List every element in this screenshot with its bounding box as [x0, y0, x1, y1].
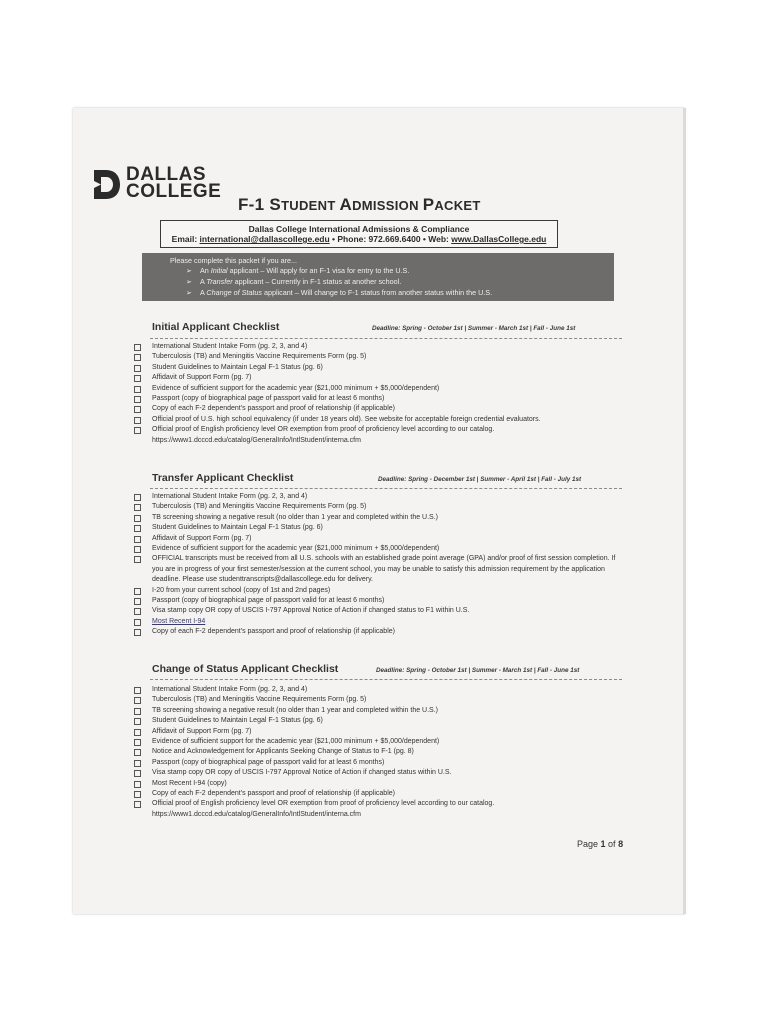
list-item[interactable]: Tuberculosis (TB) and Meningitis Vaccine Requirements Form (pg. 5) [134, 352, 624, 362]
checkbox-icon[interactable] [134, 760, 141, 767]
list-item[interactable]: International Student Intake Form (pg. 2, 3, and 4) [134, 492, 624, 502]
list-item[interactable]: Official proof of U.S. high school equivalency (if under 18 years old). See website for acceptable foreign credential evaluators. [134, 415, 624, 425]
list-item[interactable]: Student Guidelines to Maintain Legal F-1 Status (pg. 6) [134, 716, 624, 726]
checkbox-icon[interactable] [134, 427, 141, 434]
section-title-initial: Initial Applicant Checklist [152, 321, 280, 333]
list-item[interactable]: TB screening showing a negative result (no older than 1 year and completed within the U.S.) [134, 706, 624, 716]
website-link[interactable]: www.DallasCollege.edu [451, 234, 547, 244]
checkbox-icon[interactable] [134, 598, 141, 605]
deadline-transfer: Deadline: Spring - December 1st | Summer - April 1st | Fall - July 1st [378, 476, 582, 483]
banner-bullet: ➢ A Change of Status applicant – Will change to F-1 status from another status within the U.S. [186, 288, 493, 297]
section-divider [150, 338, 622, 339]
list-item[interactable]: Affidavit of Support Form (pg. 7) [134, 727, 624, 737]
checkbox-icon[interactable] [134, 619, 141, 626]
checkbox-icon[interactable] [134, 687, 141, 694]
checkbox-icon[interactable] [134, 718, 141, 725]
list-item[interactable]: Passport (copy of biographical page of passport valid for at least 6 months) [134, 596, 624, 606]
deadline-initial: Deadline: Spring - October 1st | Summer - March 1st | Fall - June 1st [372, 325, 576, 332]
checkbox-icon[interactable] [134, 739, 141, 746]
section-title-transfer: Transfer Applicant Checklist [152, 472, 294, 484]
checkbox-icon[interactable] [134, 504, 141, 511]
checkbox-icon[interactable] [134, 515, 141, 522]
checkbox-icon[interactable] [134, 386, 141, 393]
checkbox-icon[interactable] [134, 729, 141, 736]
list-item[interactable]: Tuberculosis (TB) and Meningitis Vaccine Requirements Form (pg. 5) [134, 695, 624, 705]
list-item[interactable]: Most Recent I-94 (copy) [134, 779, 624, 789]
section-divider [150, 488, 622, 489]
list-item[interactable]: Passport (copy of biographical page of passport valid for at least 6 months) [134, 758, 624, 768]
page-edge [683, 108, 686, 914]
list-item[interactable]: Evidence of sufficient support for the academic year ($21,000 minimum + $5,000/dependent) [134, 544, 624, 554]
list-item[interactable]: I-20 from your current school (copy of 1st and 2nd pages) [134, 586, 624, 596]
checkbox-icon[interactable] [134, 749, 141, 756]
list-item[interactable]: Official proof of English proficiency level OR exemption from proof of proficiency level according to our catalog. https://www1.dcccd.edu/catalog/GeneralInfo/IntlStudent/interna.cfm [134, 799, 624, 820]
checkbox-icon[interactable] [134, 708, 141, 715]
checkbox-icon[interactable] [134, 791, 141, 798]
list-item[interactable]: Affidavit of Support Form (pg. 7) [134, 373, 624, 383]
page-number: Page 1 of 8 [577, 839, 624, 849]
checkbox-icon[interactable] [134, 396, 141, 403]
checklist-transfer [134, 492, 624, 638]
section-divider [150, 679, 622, 680]
list-item[interactable]: Most Recent I-94 [134, 617, 624, 627]
banner-intro: Please complete this packet if you are... [170, 256, 298, 265]
dallas-college-logo [92, 164, 242, 208]
list-item[interactable]: Tuberculosis (TB) and Meningitis Vaccine Requirements Form (pg. 5) [134, 502, 624, 512]
contact-box [160, 220, 558, 248]
list-item[interactable]: Evidence of sufficient support for the academic year ($21,000 minimum + $5,000/dependent) [134, 737, 624, 747]
list-item[interactable]: Affidavit of Support Form (pg. 7) [134, 534, 624, 544]
checkbox-icon[interactable] [134, 608, 141, 615]
list-item[interactable]: Passport (copy of biographical page of passport valid for at least 6 months) [134, 394, 624, 404]
checkbox-icon[interactable] [134, 365, 141, 372]
checkbox-icon[interactable] [134, 344, 141, 351]
list-item[interactable]: Copy of each F-2 dependent's passport and proof of relationship (if applicable) [134, 789, 624, 799]
contact-details: Email: international@dallascollege.edu • Phone: 972.669.6400 • Web: www.DallasCollege.edu [171, 234, 547, 244]
logo-line-2: COLLEGE [126, 181, 222, 202]
checkbox-icon[interactable] [134, 629, 141, 636]
list-item[interactable]: Visa stamp copy OR copy of USCIS I-797 Approval Notice of Action if changed status to F1 within U.S. [134, 606, 624, 616]
logo-line-1: DALLAS [126, 164, 207, 185]
checkbox-icon[interactable] [134, 781, 141, 788]
logo-wordmark [126, 166, 221, 200]
checkbox-icon[interactable] [134, 770, 141, 777]
arrow-bullet-icon: ➢ [186, 277, 193, 286]
banner-bullet: ➢ An Initial applicant – Will apply for an F-1 visa for entry to the U.S. [186, 266, 410, 275]
list-item[interactable]: Evidence of sufficient support for the academic year ($21,000 minimum + $5,000/dependent) [134, 384, 624, 394]
list-item[interactable]: Notice and Acknowledgement for Applicants Seeking Change of Status to F-1 (pg. 8) [134, 747, 624, 757]
email-link[interactable]: international@dallascollege.edu [199, 234, 330, 244]
arrow-bullet-icon: ➢ [186, 288, 193, 297]
banner-bullet: ➢ A Transfer applicant – Currently in F-1 status at another school. [186, 277, 402, 286]
arrow-bullet-icon: ➢ [186, 266, 193, 275]
checkbox-icon[interactable] [134, 354, 141, 361]
deadline-change-of-status: Deadline: Spring - October 1st | Summer - March 1st | Fall - June 1st [376, 667, 580, 674]
checklist-initial [134, 342, 624, 446]
checkbox-icon[interactable] [134, 375, 141, 382]
checkbox-icon[interactable] [134, 697, 141, 704]
applicant-type-banner [142, 253, 614, 301]
checkbox-icon[interactable] [134, 525, 141, 532]
checkbox-icon[interactable] [134, 406, 141, 413]
list-item[interactable]: Official proof of English proficiency level OR exemption from proof of proficiency level according to our catalog. https://www1.dcccd.edu/catalog/GeneralInfo/IntlStudent/interna.cfm [134, 425, 624, 446]
list-item[interactable]: International Student Intake Form (pg. 2, 3, and 4) [134, 342, 624, 352]
list-item[interactable]: Visa stamp copy OR copy of USCIS I-797 Approval Notice of Action if changed status within U.S. [134, 768, 624, 778]
checkbox-icon[interactable] [134, 588, 141, 595]
list-item[interactable]: International Student Intake Form (pg. 2, 3, and 4) [134, 685, 624, 695]
list-item[interactable]: Copy of each F-2 dependent's passport and proof of relationship (if applicable) [134, 404, 624, 414]
list-item[interactable]: Copy of each F-2 dependent's passport and proof of relationship (if applicable) [134, 627, 624, 637]
org-name: Dallas College International Admissions & Compliance [248, 224, 470, 234]
page-title: F-1 STUDENT ADMISSION PACKET [238, 195, 481, 214]
logo-d-mark-icon [92, 168, 122, 201]
list-item[interactable]: Student Guidelines to Maintain Legal F-1 Status (pg. 6) [134, 523, 624, 533]
checklist-change-of-status [134, 685, 624, 820]
checkbox-icon[interactable] [134, 494, 141, 501]
section-title-change-of-status: Change of Status Applicant Checklist [152, 663, 339, 675]
checkbox-icon[interactable] [134, 546, 141, 553]
list-item[interactable]: TB screening showing a negative result (no older than 1 year and completed within the U.S.) [134, 513, 624, 523]
list-item[interactable]: OFFICIAL transcripts must be received from all U.S. schools with an established grade point average (GPA) and/or proof of first session completion. If you are in progress of your first semester/session at the current school, you may be unable to satisfy this admission requirement by the application deadline. Please use studenttranscripts@dallascollege.edu for delivery. [134, 554, 624, 585]
checkbox-icon[interactable] [134, 536, 141, 543]
list-item[interactable]: Student Guidelines to Maintain Legal F-1 Status (pg. 6) [134, 363, 624, 373]
checkbox-icon[interactable] [134, 556, 141, 563]
checkbox-icon[interactable] [134, 417, 141, 424]
checkbox-icon[interactable] [134, 801, 141, 808]
